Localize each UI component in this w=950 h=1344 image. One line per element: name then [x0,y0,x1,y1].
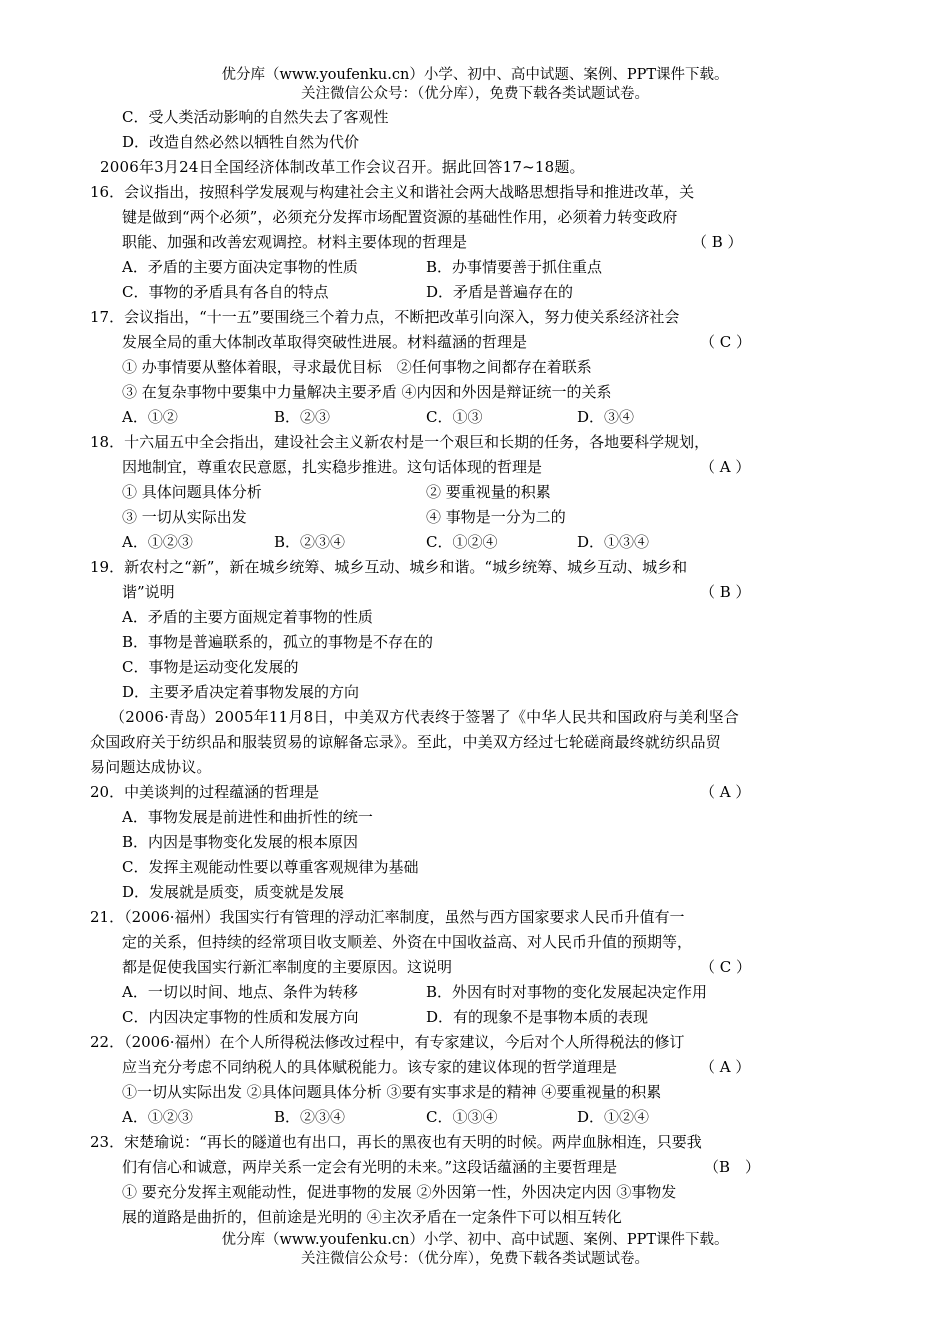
question-17-statements: ① 办事情要从整体着眼，寻求最优目标 ②任何事物之间都存在着联系 [122,358,592,376]
question-17-option-a: A．①② [122,408,178,426]
question-16-option-a: A．矛盾的主要方面决定事物的性质 [122,258,358,276]
question-19-stem: 19．新农村之“新”，新在城乡统筹、城乡互动、城乡和谐。“城乡统筹、城乡互动、城乡和 [90,558,688,576]
page-footer [0,1231,950,1269]
question-18-stem: 18．十六届五中全会指出，建设社会主义新农村是一个艰巨和长期的任务，各地要科学规划， [90,433,710,451]
question-20-stem: 20．中美谈判的过程蕴涵的哲理是 [90,783,320,801]
question-21-option-d: D．有的现象不是事物本质的表现 [426,1008,649,1026]
question-21-answer: （ C ） [700,958,752,976]
question-19-option-b: B．事物是普遍联系的，孤立的事物是不存在的 [122,633,434,651]
question-20-option-a: A．事物发展是前进性和曲折性的统一 [122,808,373,826]
question-19-answer: （ B ） [700,583,751,601]
question-20-option-d: D．发展就是质变，质变就是发展 [122,883,345,901]
footer-line-2: 关注微信公众号：（优分库），免费下载各类试题试卷。 [301,1251,649,1267]
question-23-answer: （B ） [704,1158,761,1176]
question-22-option-a: A．①②③ [122,1108,193,1126]
question-18-option-a: A．①②③ [122,533,193,551]
question-23-statements: 展的道路是曲折的，但前途是光明的 ④主次矛盾在一定条件下可以相互转化 [122,1208,622,1226]
question-20-answer: （ A ） [700,783,751,801]
passage-line: 易问题达成协议。 [90,758,212,776]
section-intro: 2006年3月24日全国经济体制改革工作会议召开。据此回答17~18题。 [100,158,585,176]
question-16-stem-cont: 键是做到“两个必须”，必须充分发挥市场配置资源的基础性作用，必须着力转变政府 [122,208,678,226]
question-16-option-c: C．事物的矛盾具有各自的特点 [122,283,329,301]
passage-line: （2006·青岛）2005年11月8日，中美双方代表终于签署了《中华人民共和国政府与美利坚合 [110,708,739,726]
question-17-answer: （ C ） [700,333,752,351]
question-22-option-d: D．①②④ [577,1108,650,1126]
question-18-answer: （ A ） [700,458,751,476]
option-c: C．受人类活动影响的自然失去了客观性 [122,108,389,126]
question-18-statement: ② 要重视量的积累 [426,483,551,501]
header-line-1: 优分库（www.youfenku.cn）小学、初中、高中试题、案例、PPT课件下载。 [221,67,729,83]
question-21-option-b: B．外因有时对事物的变化发展起决定作用 [426,983,708,1001]
question-18-statement: ③ 一切从实际出发 [122,508,247,526]
question-21-stem-cont: 都是促使我国实行新汇率制度的主要原因。这说明 [122,958,453,976]
question-20-option-b: B．内因是事物变化发展的根本原因 [122,833,359,851]
question-18-option-b: B．②③④ [274,533,346,551]
question-22-stem: 22．（2006·福州）在个人所得税法修改过程中，有专家建议，今后对个人所得税法的修订 [90,1033,685,1051]
question-19-stem-cont: 谐”说明 [122,583,175,601]
question-21-option-c: C．内因决定事物的性质和发展方向 [122,1008,359,1026]
question-21-stem: 21．（2006·福州）我国实行有管理的浮动汇率制度，虽然与西方国家要求人民币升值有一 [90,908,685,926]
question-23-stem: 23．宋楚瑜说：“再长的隧道也有出口，再长的黑夜也有天明的时候。两岸血脉相连，只要我 [90,1133,702,1151]
footer-line-1: 优分库（www.youfenku.cn）小学、初中、高中试题、案例、PPT课件下载。 [221,1232,729,1248]
question-21-option-a: A．一切以时间、地点、条件为转移 [122,983,358,1001]
question-21-stem-cont: 定的关系，但持续的经常项目收支顺差、外资在中国收益高、对人民币升值的预期等， [122,933,693,951]
question-16-answer: （ B ） [692,233,743,251]
question-16-stem: 16．会议指出，按照科学发展观与构建社会主义和谐社会两大战略思想指导和推进改革，关 [90,183,695,201]
question-23-statements: ① 要充分发挥主观能动性，促进事物的发展 ②外因第一性，外因决定内因 ③事物发 [122,1183,677,1201]
question-17-statements: ③ 在复杂事物中要集中力量解决主要矛盾 ④内因和外因是辩证统一的关系 [122,383,612,401]
question-16-stem-cont: 职能、加强和改善宏观调控。材料主要体现的哲理是 [122,233,468,251]
question-18-option-d: D．①③④ [577,533,650,551]
question-20-option-c: C．发挥主观能动性要以尊重客观规律为基础 [122,858,419,876]
question-22-option-b: B．②③④ [274,1108,346,1126]
option-d: D．改造自然必然以牺牲自然为代价 [122,133,360,151]
question-22-statements: ①一切从实际出发 ②具体问题具体分析 ③要有实事求是的精神 ④要重视量的积累 [122,1083,662,1101]
question-17-option-b: B．②③ [274,408,331,426]
question-18-statement: ④ 事物是一分为二的 [426,508,566,526]
question-17-stem: 17．会议指出，“十一五”要围绕三个着力点，不断把改革引向深入，努力使关系经济社会 [90,308,680,326]
question-18-option-c: C．①②④ [426,533,498,551]
question-16-option-d: D．矛盾是普遍存在的 [426,283,574,301]
question-22-option-c: C．①③④ [426,1108,498,1126]
question-18-stem-cont: 因地制宜，尊重农民意愿，扎实稳步推进。这句话体现的哲理是 [122,458,543,476]
question-22-answer: （ A ） [700,1058,751,1076]
question-19-option-d: D．主要矛盾决定着事物发展的方向 [122,683,360,701]
page-header [0,66,950,104]
passage-line: 众国政府关于纺织品和服装贸易的谅解备忘录》。至此，中美双方经过七轮磋商最终就纺织品贸 [90,733,721,751]
question-16-option-b: B．办事情要善于抓住重点 [426,258,603,276]
question-17-stem-cont: 发展全局的重大体制改革取得突破性进展。材料蕴涵的哲理是 [122,333,528,351]
header-line-2: 关注微信公众号：（优分库），免费下载各类试题试卷。 [301,86,649,102]
question-23-stem-cont: 们有信心和诚意，两岸关系一定会有光明的未来。”这段话蕴涵的主要哲理是 [122,1158,618,1176]
question-19-option-c: C．事物是运动变化发展的 [122,658,299,676]
question-17-option-d: D．③④ [577,408,635,426]
question-19-option-a: A．矛盾的主要方面规定着事物的性质 [122,608,373,626]
question-22-stem-cont: 应当充分考虑不同纳税人的具体赋税能力。该专家的建议体现的哲学道理是 [122,1058,618,1076]
question-18-statement: ① 具体问题具体分析 [122,483,262,501]
question-17-option-c: C．①③ [426,408,483,426]
